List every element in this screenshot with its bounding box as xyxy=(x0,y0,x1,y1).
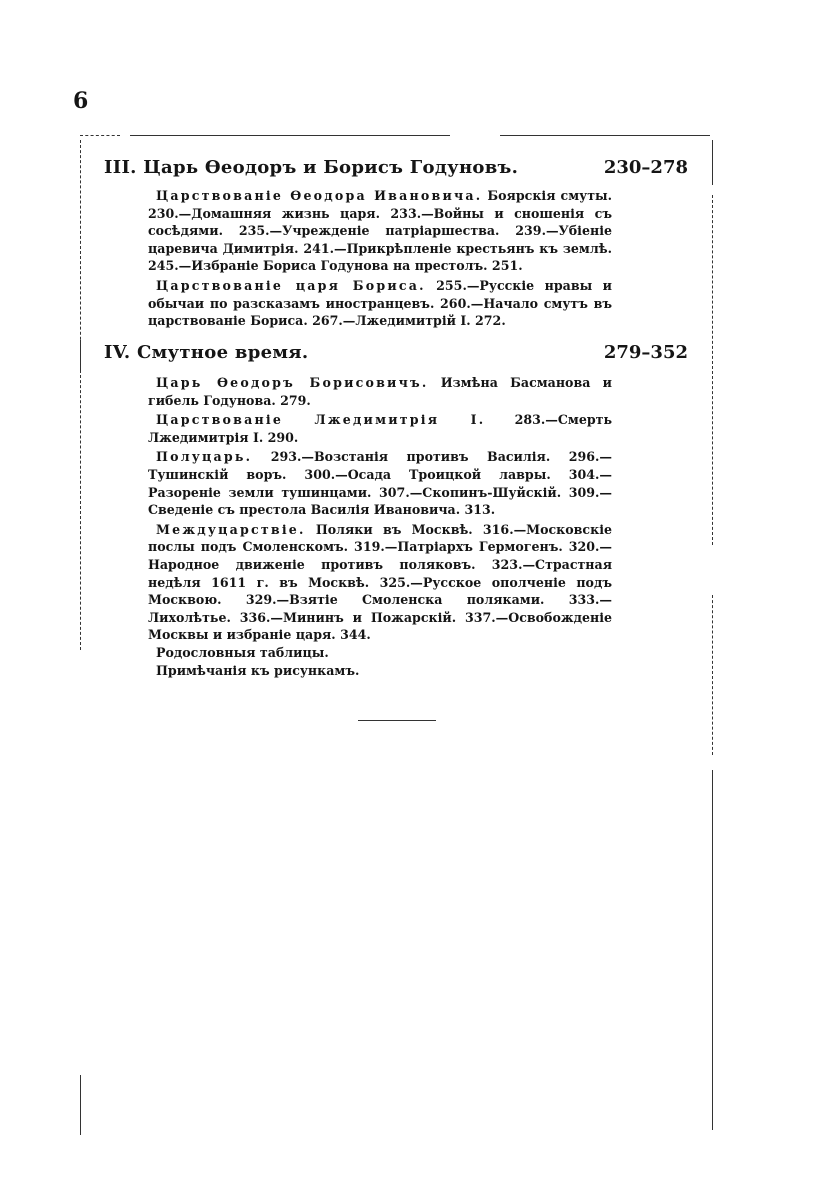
right-margin-rule-2 xyxy=(712,195,713,545)
paragraph-lead: Междуцарствіе. xyxy=(156,521,306,537)
paragraph-text: Боярскія смуты. 230.—Домашняя жизнь царя. 233.—Войны и сношенія съ сосѣдями. 235.—Учрежденіе патріаршества. 239.—Убіеніе царевича Димитрія. 241.—Прикрѣпленіе крестьянъ къ землѣ. 245.—Избраніе Бориса Годунова на престолъ. 251. xyxy=(148,188,613,274)
right-margin-rule-4 xyxy=(712,770,713,1130)
section-iii-header xyxy=(104,157,688,187)
section-iv-title: IV. Смутное время. xyxy=(104,342,309,363)
paragraph xyxy=(148,374,612,409)
appendix-entry xyxy=(148,662,612,680)
end-divider xyxy=(358,720,436,721)
left-margin-rule-3 xyxy=(80,370,81,650)
paragraph-lead: Полуцарь. xyxy=(156,449,253,465)
paragraph xyxy=(148,411,612,446)
top-rule-left xyxy=(80,135,120,136)
paragraph-text: Измѣна Басманова и гибель Годунова. 279. xyxy=(148,375,613,408)
top-rule-center xyxy=(130,135,450,136)
paragraph-text: 255.—Русскіе нравы и обычаи по разсказамъ иностранцевъ. 260.—Начало смутъ въ царствованіе Бориса. 267.—Лжедимитрій I. 272. xyxy=(148,277,612,329)
left-margin-rule-4 xyxy=(80,1075,81,1135)
section-iv-page-range: 279–352 xyxy=(603,342,688,363)
right-margin-rule-1 xyxy=(712,140,713,185)
paragraph xyxy=(148,448,612,518)
paragraph xyxy=(148,187,612,275)
paragraph-text: 293.—Возстанія противъ Василія. 296.—Тушинскій воръ. 300.—Осада Троицкой лавры. 304.—Разореніе земли тушинцами. 307.—Скопинъ-Шуйскій. 309.—Сведеніе съ престола Василія Ивановича. 313. xyxy=(148,449,612,518)
appendix-entry-text: Родословныя таблицы. xyxy=(156,644,329,660)
paragraph-lead: Царствованіе Ѳеодора Ивановича. xyxy=(156,188,483,203)
paragraph-text: Поляки въ Москвѣ. 316.—Московскіе послы подъ Смоленскомъ. 319.—Патріархъ Гермогенъ. 320.—Народное движеніе противъ поляковъ. 323.—Страстная недѣля 1611 г. въ Москвѣ. 325.—Русское ополченіе подъ Москвою. 329.—Взятіе Смоленска поляками. 333.—Лихолѣтье. 336.—Мининъ и Пожарскій. 337.—Освобожденіе Москвы и избраніе царя. 344. xyxy=(148,521,612,643)
appendix-entry xyxy=(148,644,612,662)
appendix-entry-text: Примѣчанія къ рисункамъ. xyxy=(156,662,360,678)
section-iii xyxy=(104,157,688,330)
section-iii-page-range: 230–278 xyxy=(603,157,688,178)
left-margin-rule-2 xyxy=(80,340,81,370)
section-iii-title: III. Царь Ѳеодоръ и Борисъ Годуновъ. xyxy=(104,157,519,178)
paragraph-lead: Царь Ѳеодоръ Борисовичъ. xyxy=(156,375,429,390)
paragraph-text: 283.—Смерть Лжедимитрія I. 290. xyxy=(148,412,612,445)
paragraph xyxy=(148,277,612,330)
section-iii-body xyxy=(104,187,612,330)
section-iv xyxy=(104,342,688,679)
top-rule-right xyxy=(500,135,710,136)
paragraph-lead: Царствованіе царя Бориса. xyxy=(156,277,426,293)
paragraph-lead: Царствованіе Лжедимитрія I. xyxy=(156,412,486,428)
left-margin-rule-1 xyxy=(80,140,81,365)
page-number: 6 xyxy=(73,88,89,114)
paragraph xyxy=(148,521,612,644)
section-iv-header xyxy=(104,342,688,372)
section-iv-body xyxy=(104,374,612,679)
right-margin-rule-3 xyxy=(712,595,713,755)
